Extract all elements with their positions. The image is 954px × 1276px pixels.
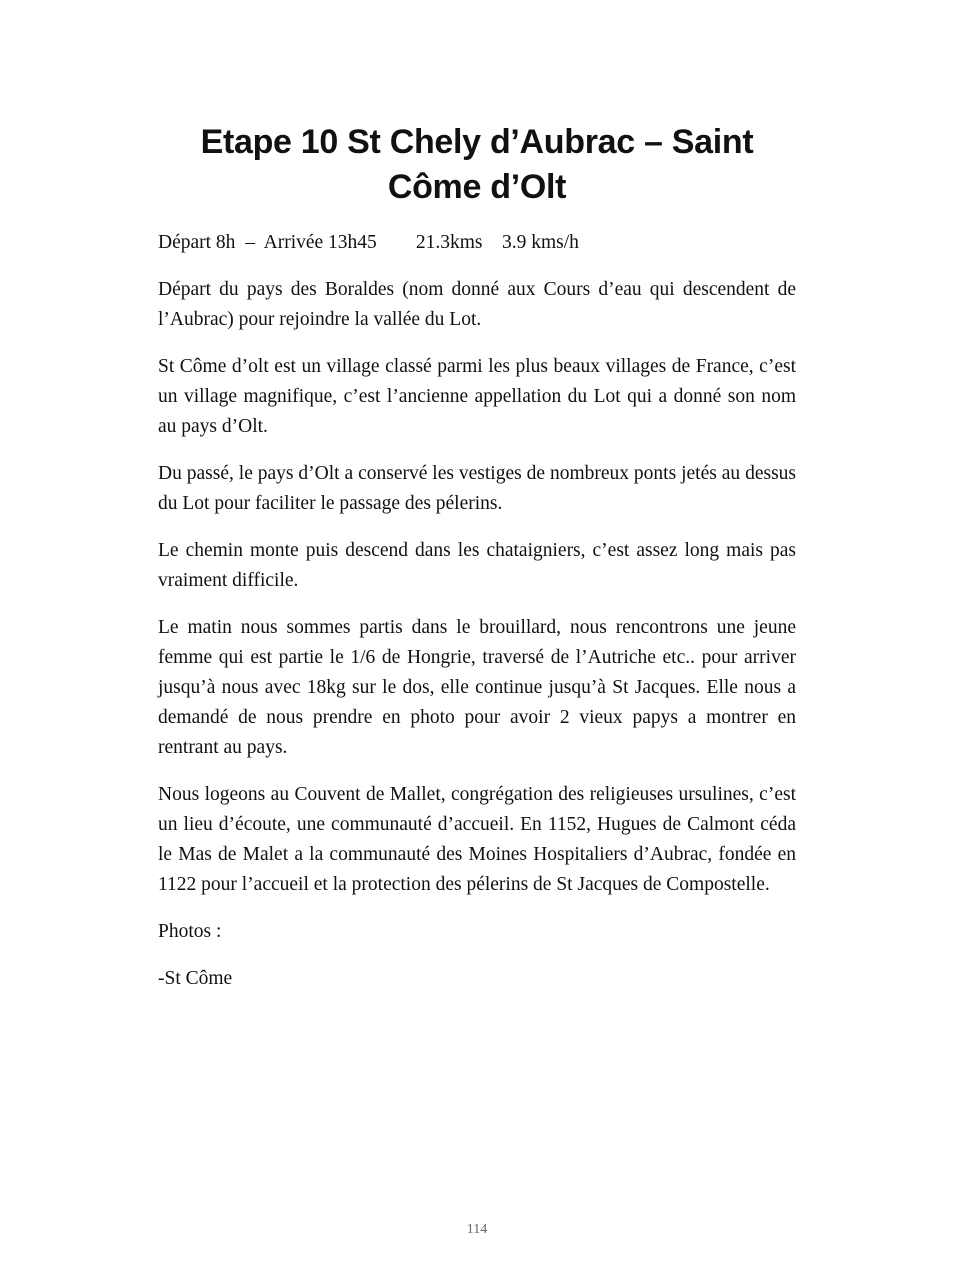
page-title [138, 120, 816, 210]
average-speed: 3.9 kms/h [501, 232, 579, 253]
paragraph: Du passé, le pays d’Olt a conservé les vestiges de nombreux ponts jetés au dessus du Lot pour faciliter le passage des pélerins. [158, 463, 796, 514]
distance: 21.3kms [415, 232, 483, 253]
page-number: 114 [466, 1222, 488, 1237]
paragraph: St Côme d’olt est un village classé parmi les plus beaux villages de France, c’est un village magnifique, c’est l’ancienne appellation du Lot qui a donné son nom au pays d’Olt. [158, 356, 796, 437]
title-line-2: Côme d’Olt [387, 168, 567, 206]
photo-item: -St Côme [158, 968, 233, 989]
stats-separator: – [245, 232, 255, 253]
paragraph: Le matin nous sommes partis dans le brouillard, nous rencontrons une jeune femme qui est partie le 1/6 de Hongrie, traversé de l’Autriche etc.. pour arriver jusqu’à nous avec 18kg sur le dos, elle continue jusqu’à St Jacques. Elle nous a demandé de nous prendre en photo pour avoir 2 vieux papys a montrer en rentrant au pays. [158, 617, 796, 758]
page-content [158, 120, 796, 1011]
paragraph: Départ du pays des Boraldes (nom donné aux Cours d’eau qui descendent de l’Aubrac) pour rejoindre la vallée du Lot. [158, 279, 796, 330]
stage-stats [158, 228, 796, 258]
arrival-time: Arrivée 13h45 [263, 232, 377, 253]
title-line-1: Etape 10 St Chely d’Aubrac – Saint [200, 123, 754, 161]
photos-label: Photos : [158, 921, 222, 942]
paragraph: Nous logeons au Couvent de Mallet, congrégation des religieuses ursulines, c’est un lieu d’écoute, une communauté d’accueil. En 1152, Hugues de Calmont céda le Mas de Malet a la communauté des Moines Hospitaliers d’Aubrac, fondée en 1122 pour l’accueil et la protection des pélerins de St Jacques de Compostelle. [158, 784, 796, 895]
paragraph: Le chemin monte puis descend dans les chataigniers, c’est assez long mais pas vraiment difficile. [158, 540, 796, 591]
departure-time: Départ 8h [158, 232, 236, 253]
